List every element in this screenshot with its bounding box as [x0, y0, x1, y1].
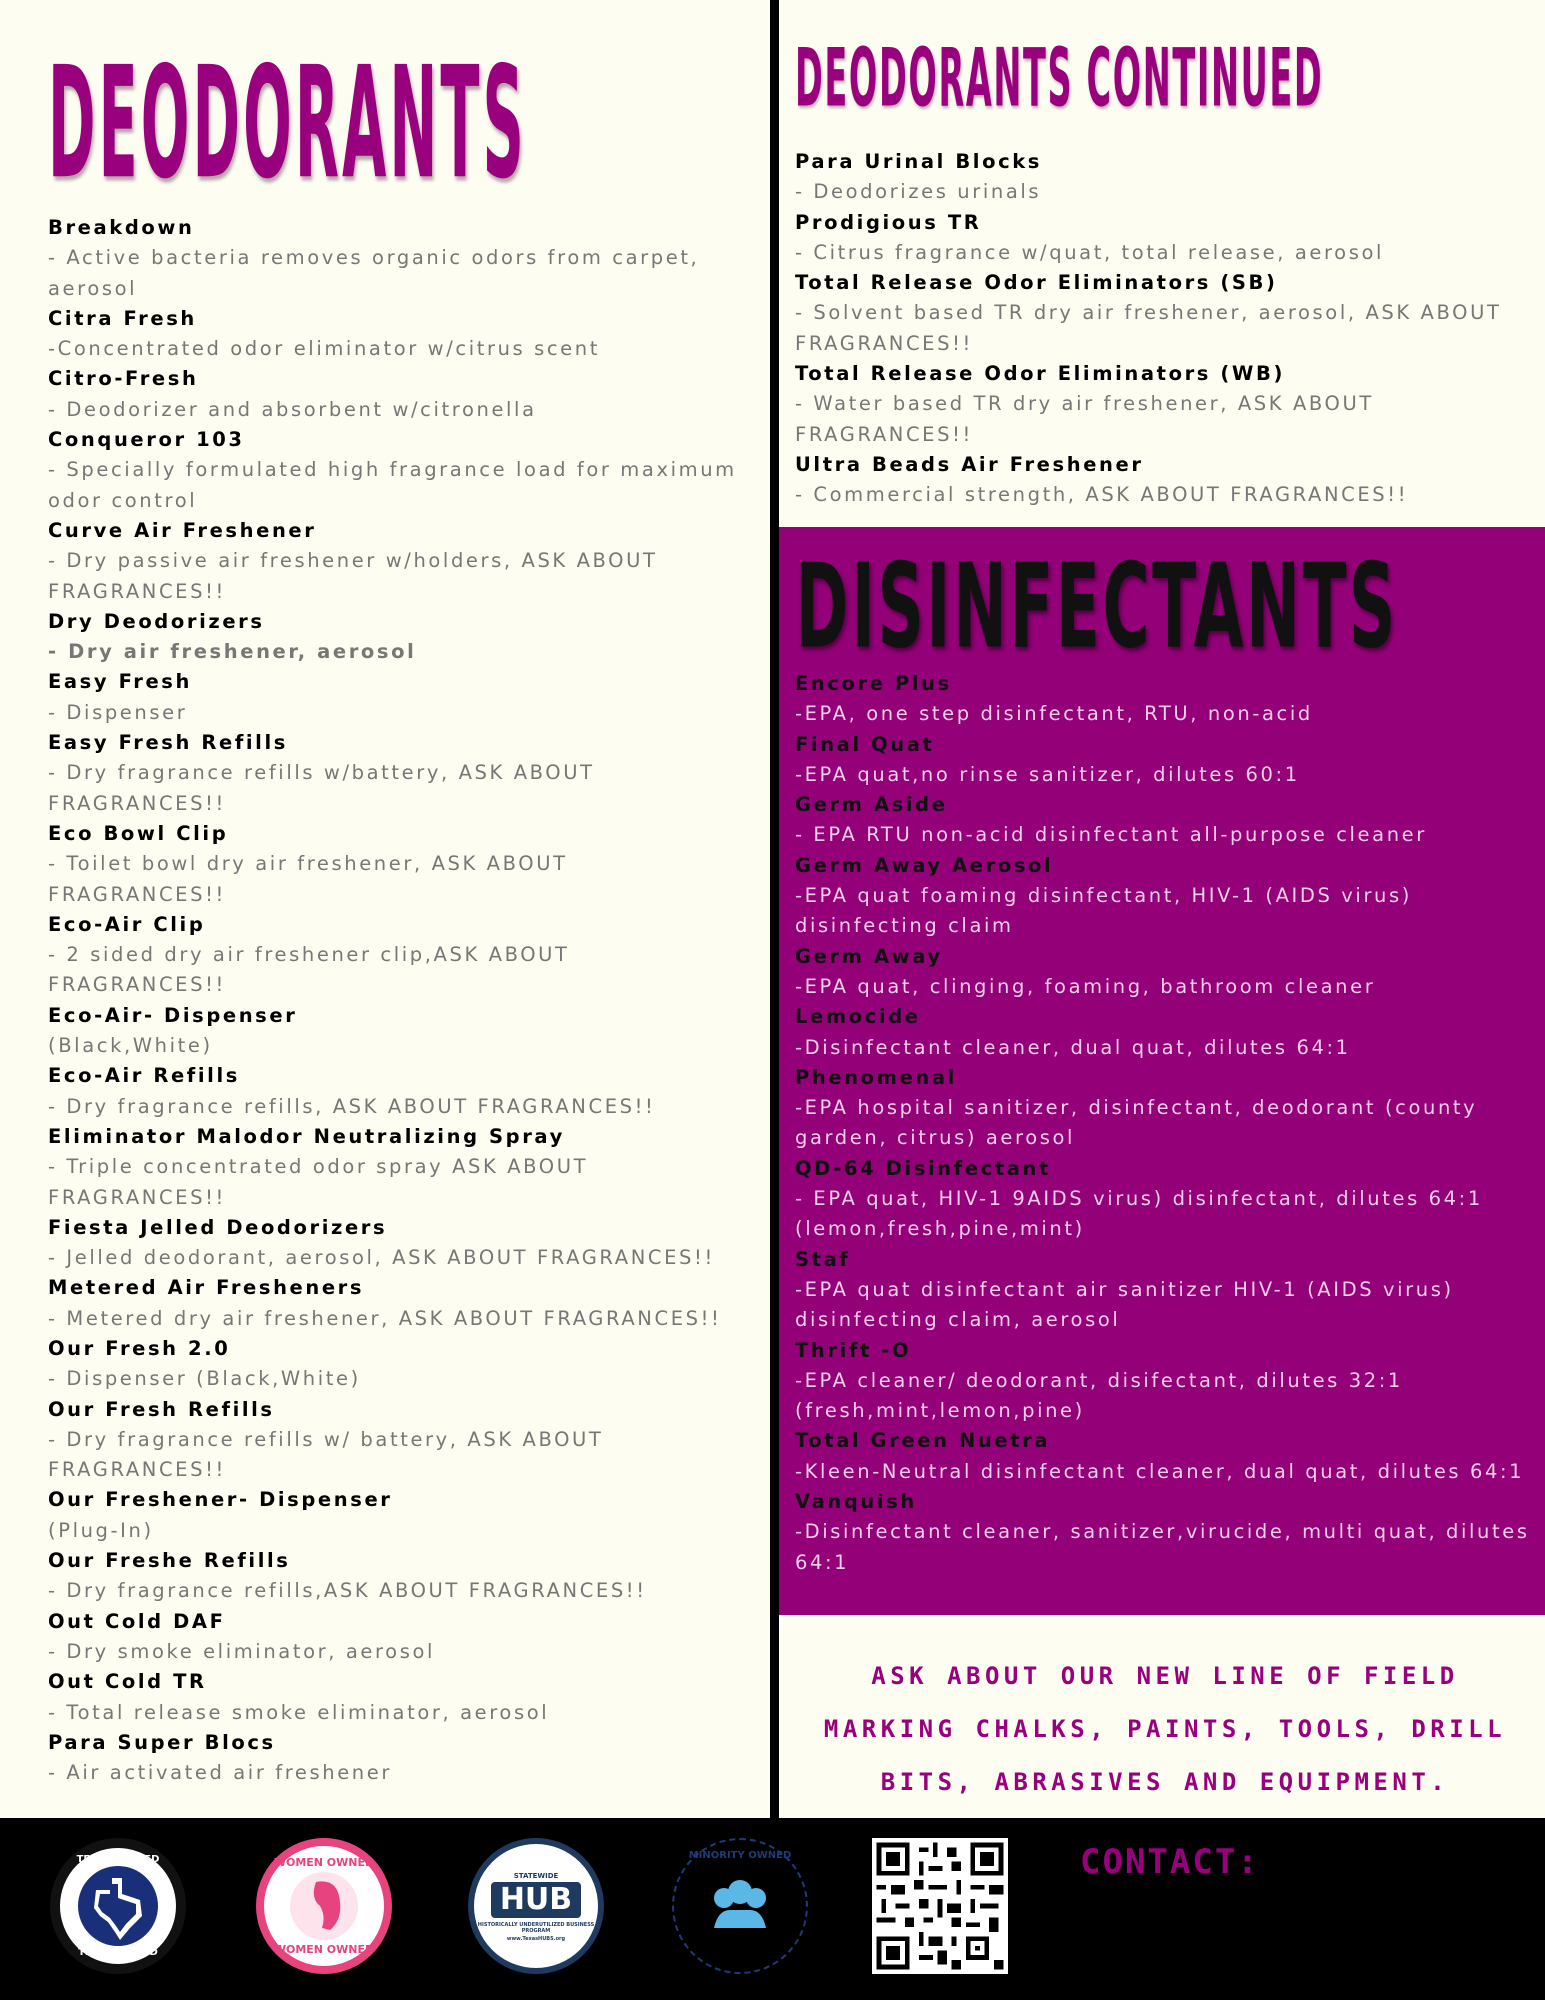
list-item	[795, 790, 1535, 851]
list-item	[48, 1485, 748, 1546]
list-item	[48, 607, 748, 668]
women-owned-badge	[256, 1838, 392, 1974]
product-description: - Triple concentrated odor spray ASK ABOUT FRAGRANCES!!	[48, 1155, 589, 1209]
product-name: Dry Deodorizers	[48, 609, 265, 633]
product-name: Thrift -O	[795, 1338, 912, 1362]
list-item	[795, 730, 1535, 791]
list-item	[795, 1336, 1535, 1427]
product-description: - Specially formulated high fragrance load for maximum odor control	[48, 458, 737, 512]
list-item	[795, 1426, 1535, 1487]
product-name: Easy Fresh Refills	[48, 731, 288, 755]
product-description: - Jelled deodorant, aerosol, ASK ABOUT FRAGRANCES!!	[48, 1246, 715, 1270]
product-name: Phenomenal	[795, 1065, 957, 1089]
deodorants-list	[48, 213, 748, 1788]
product-name: Para Urinal Blocks	[795, 150, 1043, 173]
texas-owned-label: TEXAS OWNED	[76, 1854, 160, 1865]
list-item	[795, 851, 1535, 942]
product-name: Out Cold DAF	[48, 1609, 226, 1633]
product-description: -Kleen-Neutral disinfectant cleaner, dual quat, dilutes 64:1	[795, 1459, 1525, 1483]
list-item	[795, 268, 1535, 359]
product-name: Total Green Nuetra	[795, 1429, 1051, 1453]
product-description: - Citrus fragrance w/quat, total release, aerosol	[795, 240, 1385, 264]
list-item	[795, 1487, 1535, 1578]
product-name: Citro-Fresh	[48, 367, 199, 391]
product-description: - Air activated air freshener	[48, 1761, 392, 1785]
product-description: - Metered dry air freshener, ASK ABOUT FRAGRANCES!!	[48, 1306, 722, 1330]
disinfectants-list	[795, 669, 1535, 1578]
product-description: - Commercial strength, ASK ABOUT FRAGRANCES!!	[795, 483, 1409, 507]
qr-code[interactable]	[872, 1838, 1008, 1974]
product-name: Our Fresh 2.0	[48, 1336, 231, 1360]
list-item	[795, 147, 1535, 208]
minority-owned-badge	[672, 1838, 808, 1974]
list-item	[795, 1002, 1535, 1063]
product-description: -EPA quat,no rinse sanitizer, dilutes 60:1	[795, 762, 1300, 786]
hub-badge	[468, 1838, 604, 1974]
list-item	[48, 667, 748, 728]
qr-code-icon	[872, 1838, 1008, 1974]
ask-about-text: ASK ABOUT OUR NEW LINE OF FIELD MARKING CHALKS, PAINTS, TOOLS, DRILL BITS, ABRASIVES AND EQUIPMENT.	[823, 1662, 1507, 1796]
product-name: QD-64 Disinfectant	[795, 1156, 1051, 1180]
product-description: -EPA, one step disinfectant, RTU, non-acid	[795, 702, 1313, 726]
list-item	[48, 304, 748, 365]
list-item	[795, 1154, 1535, 1245]
list-item	[795, 208, 1535, 269]
product-description: - Dry air freshener, aerosol	[48, 640, 417, 664]
product-name: Para Super Blocs	[48, 1730, 276, 1754]
product-description: -Disinfectant cleaner, dual quat, dilutes 64:1	[795, 1035, 1351, 1059]
texas-proud-label: TEXAS PROUD	[78, 1947, 158, 1958]
product-name: Citra Fresh	[48, 306, 197, 330]
product-description: - Total release smoke eliminator, aerosol	[48, 1700, 550, 1724]
product-name: Eco-Air- Dispenser	[48, 1003, 298, 1027]
product-name: Easy Fresh	[48, 670, 192, 694]
product-description: - EPA quat, HIV-1 9AIDS virus) disinfectant, dilutes 64:1 (lemon,fresh,pine,mint)	[795, 1187, 1483, 1241]
product-description: -EPA quat, clinging, foaming, bathroom cleaner	[795, 974, 1376, 998]
product-name: Final Quat	[795, 732, 935, 756]
disinfectants-title: DISINFECTANTS	[795, 537, 1398, 675]
list-item	[795, 669, 1535, 730]
list-item	[48, 364, 748, 425]
product-name: Total Release Odor Eliminators (WB)	[795, 362, 1285, 386]
product-description: -Concentrated odor eliminator w/citrus scent	[48, 337, 600, 361]
product-name: Encore Plus	[795, 672, 952, 695]
product-description: (Black,White)	[48, 1034, 213, 1058]
product-description: - Dry passive air freshener w/holders, ASK ABOUT FRAGRANCES!!	[48, 549, 658, 603]
hub-url-label: www.TexasHUBS.org	[506, 1936, 566, 1942]
deodorants-title: DEODORANTS	[48, 33, 527, 213]
list-item	[795, 450, 1535, 511]
list-item	[48, 213, 748, 304]
product-name: Eco-Air Refills	[48, 1064, 240, 1088]
product-name: Vanquish	[795, 1490, 917, 1514]
list-item	[48, 1667, 748, 1728]
product-description: - Dry smoke eliminator, aerosol	[48, 1639, 436, 1663]
product-name: Our Fresh Refills	[48, 1397, 275, 1421]
product-name: Ultra Beads Air Freshener	[795, 452, 1144, 476]
women-owned-bottom-label: WOMEN OWNED	[273, 1943, 375, 1956]
product-description: - Dispenser	[48, 700, 188, 724]
product-description: - Active bacteria removes organic odors from carpet, aerosol	[48, 246, 700, 300]
product-name: Out Cold TR	[48, 1670, 207, 1694]
contact-label: CONTACT:	[1080, 1842, 1260, 1882]
product-name: Breakdown	[48, 216, 195, 239]
list-item	[48, 425, 748, 516]
product-description: - Dry fragrance refills w/ battery, ASK ABOUT FRAGRANCES!!	[48, 1427, 604, 1482]
product-description: (Plug-In)	[48, 1518, 154, 1542]
product-name: Our Freshener- Dispenser	[48, 1488, 393, 1512]
product-name: Total Release Odor Eliminators (SB)	[795, 271, 1278, 295]
product-description: - EPA RTU non-acid disinfectant all-purpose cleaner	[795, 823, 1427, 847]
list-item	[48, 516, 748, 607]
product-name: Eco-Air Clip	[48, 912, 206, 936]
list-item	[48, 1334, 748, 1395]
product-name: Prodigious TR	[795, 210, 982, 234]
product-description: - Deodorizer and absorbent w/citronella	[48, 397, 537, 421]
product-name: Eliminator Malodor Neutralizing Spray	[48, 1124, 565, 1148]
product-name: Eco Bowl Clip	[48, 821, 229, 845]
product-name: Staf	[795, 1247, 851, 1271]
list-item	[795, 1245, 1535, 1336]
list-item	[48, 1395, 748, 1486]
column-divider	[770, 0, 779, 1818]
hub-logo-text: HUB	[491, 1882, 581, 1918]
product-description: - Dry fragrance refills, ASK ABOUT FRAGRANCES!!	[48, 1094, 656, 1118]
list-item	[48, 1213, 748, 1274]
product-name: Conqueror 103	[48, 428, 245, 452]
list-item	[48, 910, 748, 1001]
list-item	[48, 1546, 748, 1607]
product-description: - Dry fragrance refills w/battery, ASK ABOUT FRAGRANCES!!	[48, 761, 595, 815]
women-owned-top-label: WOMEN OWNED	[273, 1856, 375, 1869]
hub-statewide-label: STATEWIDE	[513, 1872, 559, 1880]
product-description: -Disinfectant cleaner, sanitizer,virucide, multi quat, dilutes 64:1	[795, 1520, 1530, 1574]
product-description: - Water based TR dry air freshener, ASK ABOUT FRAGRANCES!!	[795, 392, 1374, 446]
product-name: Germ Away Aerosol	[795, 853, 1054, 877]
list-item	[795, 942, 1535, 1003]
product-description: -EPA quat disinfectant air sanitizer HIV-1 (AIDS virus) disinfecting claim, aerosol	[795, 1277, 1454, 1332]
list-item	[48, 1122, 748, 1213]
list-item	[48, 728, 748, 819]
list-item	[795, 359, 1535, 450]
list-item	[48, 1607, 748, 1668]
product-description: - Deodorizes urinals	[795, 180, 1042, 204]
product-description: - Solvent based TR dry air freshener, aerosol, ASK ABOUT FRAGRANCES!!	[795, 301, 1502, 355]
deodorants-continued-list	[795, 147, 1535, 511]
product-description: - Toilet bowl dry air freshener, ASK ABOUT FRAGRANCES!!	[48, 852, 568, 906]
product-name: Germ Away	[795, 944, 943, 968]
list-item	[48, 819, 748, 910]
minority-owned-label: MINORITY OWNED	[688, 1850, 792, 1861]
product-description: - Dispenser (Black,White)	[48, 1367, 361, 1391]
product-description: -EPA quat foaming disinfectant, HIV-1 (AIDS virus) disinfecting claim	[795, 884, 1412, 938]
product-name: Our Freshe Refills	[48, 1549, 291, 1573]
product-description: - Dry fragrance refills,ASK ABOUT FRAGRANCES!!	[48, 1579, 647, 1603]
list-item	[48, 1728, 748, 1789]
product-name: Germ Aside	[795, 793, 948, 817]
product-name: Lemocide	[795, 1005, 921, 1029]
product-description: -EPA cleaner/ deodorant, disifectant, dilutes 32:1 (fresh,mint,lemon,pine)	[795, 1368, 1403, 1423]
product-name: Metered Air Fresheners	[48, 1276, 365, 1300]
list-item	[48, 1273, 748, 1334]
product-name: Curve Air Freshener	[48, 518, 317, 542]
deodorants-continued-title: DEODORANTS CONTINUED	[795, 30, 1324, 126]
hub-program-label: HISTORICALLY UNDERUTILIZED BUSINESS PROGRAM	[477, 1922, 595, 1934]
product-description: - 2 sided dry air freshener clip,ASK ABOUT FRAGRANCES!!	[48, 943, 570, 997]
texas-owned-badge	[50, 1838, 186, 1974]
list-item	[48, 1001, 748, 1062]
list-item	[48, 1061, 748, 1122]
product-name: Fiesta Jelled Deodorizers	[48, 1215, 388, 1239]
product-description: -EPA hospital sanitizer, disinfectant, deodorant (county garden, citrus) aerosol	[795, 1096, 1478, 1150]
list-item	[795, 1063, 1535, 1154]
